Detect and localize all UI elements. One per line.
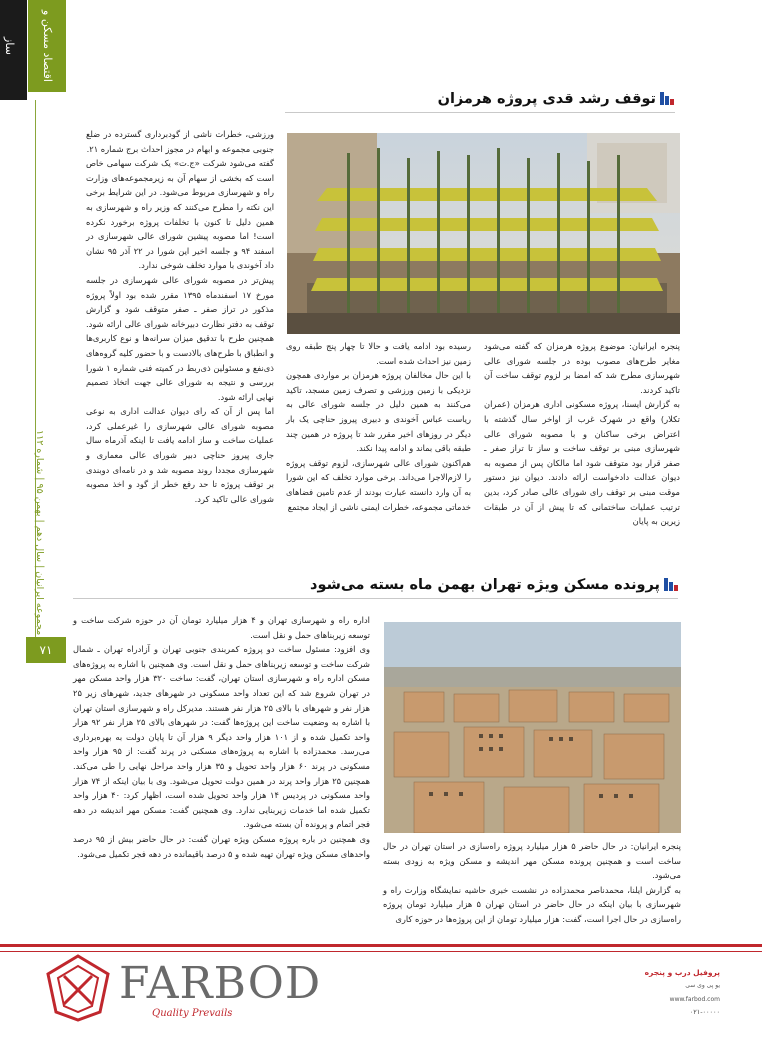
paragraph: با این حال مخالفان پروژه هرمزان بر مواردی همچون نزدیکی با زمین ورزشی و تصرف زمین مسجد، تاکید می‌کنند به همین دلیل در جلسه شورای عالی به ریاست عباس آخوندی و دبیری پیروز حناچی یک بار دیگر در روزهای اخیر مقرر شد تا پروژه در همین چند طبقه باقی بماند و ادامه پیدا نکند. <box>286 370 471 454</box>
article1-title: توقف رشد قدی پروژه هرمزان <box>437 91 656 107</box>
heading-bars-icon <box>664 578 678 591</box>
footer-rule <box>0 944 762 947</box>
ad-headline: پروفیل درب و پنجره <box>644 968 720 977</box>
issue-info <box>28 430 50 636</box>
article2-rule <box>73 598 678 599</box>
paragraph: وی افزود: مسئول ساخت دو پروژه کمربندی جنوبی تهران و آزادراه تهران ـ شمال شرکت ساخت و توسعه زیربناهای حمل و نقل است. وی همچنین با اشاره به پروژه‌های مسکن اداره راه و شهرسازی استان تهران، گفت: ساخت ۳۲۰ هزار واحد مسکن مهر در تهران شروع شد که این تعداد واحد مسکونی در شهرهای جدید، شهرهای زیر ۲۵ هزار نفر و شهرهای با بالای ۲۵ هزار نفر هستند. مدیرکل راه و شهرسازی استان تهران با اشاره به وضعیت ساخت این پروژه‌ها گفت: در شهرهای بالای ۲۵ هزار نفر ۹۲ هزار واحد تکمیل شده و از ۱۰۱ هزار واحد دیگر ۹ هزار آن تا پایان دولت به بهره‌برداری می‌رسد. محمدزاده با اشاره به پروژه‌های مسکنی در پرند گفت: از ۹۵ هزار واحد مسکونی در پرند ۶۰ هزار واحد تحویل و ۳۵ هزار واحد مراحل نهایی را طی می‌کند. همچنین ۲۵ هزار واحد پرند در همین دولت تحویل می‌شود. وی با بیان اینکه از ۷۴ هزار واحد مسکونی در پردیس ۱۴ هزار واحد تحویل شده است، اظهار کرد: ۴۰ هزار واحد تکمیل شده اما خدمات زیربنایی ندارد. وی همچنین گفت: مسکن مهر اندیشه در دهه فجر اتمام و پرونده آن بسته می‌شود. <box>73 644 371 830</box>
ad-subline: یو پی وی سی <box>685 982 720 989</box>
paragraph: رسیده بود ادامه یافت و حالا تا چهار پنج طبقه روی زمین نیز احداث شده است. <box>286 341 471 366</box>
ad-website: www.farbod.com <box>669 996 720 1003</box>
page-number: ۷۱ <box>26 637 66 663</box>
article1-col-mid <box>286 339 471 514</box>
paragraph: پنجره ایرانیان: موضوع پروژه هرمزان که گفته می‌شود مغایر طرح‌های مصوب بوده در جلسه شورای عالی شهرسازی مطرح شد که امضا بر لزوم توقف ساخت آن تاکید کردند. <box>484 341 680 395</box>
article1-col-right <box>484 339 680 529</box>
ad-phone: ۰۲۱-۰۰۰۰۰ <box>689 1008 720 1016</box>
brand-tagline: Quality Prevails <box>152 1008 233 1019</box>
housing-photo <box>384 622 681 833</box>
farbod-logo-icon <box>44 952 112 1022</box>
caption-lead: پنجره ایرانیان: در حال حاضر ۵ هزار میلیارد پروژه راه‌سازی در استان تهران در حال ساخت است و همچنین پرونده مسکن مهر اندیشه و مسکن ویژه به زودی بسته می‌شود. <box>383 841 681 881</box>
paragraph: اداره راه و شهرسازی تهران و ۴ هزار میلیارد تومان آن در حوزه شرکت ساخت و توسعه زیربناهای حمل و نقل است. <box>73 615 370 640</box>
paragraph: گفته می‌شود شرکت «ج.ت» یک شرکت سهامی خاص است که بخشی از سهام آن به زیرمجموعه‌های وزارت راه و شهرسازی مربوط می‌شود. در این شرایط برخی این نکته را مطرح می‌کنند که وزیر راه و شهرسازی به همین دلیل تا کنون با تخلفات پروژه برخورد نکرده است! اما مصوبه پیشین شورای عالی شهرسازی در اسفند ۹۴ و جلسه اخیر این شورا در ۲۲ آذر ۹۵ نشان داد آخوندی با موارد تخلف شوخی ندارد. <box>86 158 275 271</box>
article2-title: پرونده مسکن ویژه تهران بهمن ماه بسته می‌شود <box>310 577 660 593</box>
heading-bars-icon <box>660 92 674 105</box>
article1-rule <box>285 112 675 113</box>
paragraph: ورزشی، خطرات ناشی از گودبرداری گسترده در ضلع جنوبی مجموعه و ابهام در مجوز احداث برج شماره ۲۱. <box>86 129 274 154</box>
paragraph: هم‌اکنون شورای عالی شهرسازی، لزوم توقف پروژه را لازم‌الاجرا می‌داند. برخی موارد تخلف که این شورا به آن وارد دانسته عبارت بودند از عدم تامین فضاهای خدماتی مجموعه، خطرات ایمنی ناشی از ایجاد مجتمع <box>286 457 471 512</box>
footer-rule-thin <box>0 951 762 952</box>
magazine-name: اقتصاد مسکن و ساز <box>3 10 54 82</box>
paragraph: به گزارش ایسنا، پروژه مسکونی اداری هرمزان (عمران تکلار) واقع در شهرک غرب از اواخر سال گذشته با اعتراض برخی ساکنان و با مصوبه شورای عالی شهرسازی مبنی بر توقف ساخت و ساز تا تراز صفر ـ صفر قرار بود متوقف شود اما مالکان پس از مصوبه به دیوان عدالت دادخواست ارائه دادند. دیوان نیز دستور موقت مبنی بر توقف رای شورای عالی صادر کرد، بدین ترتیب عملیات ساختمانی که تا پیش از آن در طبقات زیرین به پایان <box>484 399 680 527</box>
paragraph: به گزارش ایلنا، محمدناصر محمدزاده در نشست خبری حاشیه نمایشگاه وزارت راه و شهرسازی با بیان اینکه در حال حاضر در استان تهران ۵ هزار میلیارد تومان پروژه راه‌سازی در حال اجرا است، گفت: هزار میلیارد تومان از این پروژه‌ها در حوزه کاری <box>383 884 681 924</box>
paragraph: پیش‌تر در مصوبه شورای عالی شهرسازی در جلسه مورخ ۱۷ اسفندماه ۱۳۹۵ مقرر شده بود اولاً پروژه مذکور در تراز صفر ـ صفر متوقف شود و گزارش توقف به دفتر نظارت دبیرخانه شورای عالی ارائه شود. همچنین طرح با تدقیق میزان سرانه‌ها و نوع کاربری‌ها و انطباق با طرح‌های بالادست و با حضور کلیه گروه‌های ذی‌نفع و مسئولین ذی‌ربط در کمیته فنی شماره ۱ شورا بررسی و نتیجه به شورای عالی جهت اتخاذ تصمیم نهایی ارائه شود. <box>86 274 274 402</box>
brand-name: FARBOD <box>119 958 322 1009</box>
paragraph: وی همچنین در باره پروژه مسکن ویژه تهران گفت: در حال حاضر بیش از ۹۵ درصد واحدهای مسکن ویژه تهران تهیه شده و ۵ درصد باقیمانده در دهه فجر تکمیل می‌شود. <box>73 833 370 859</box>
section-tab <box>3 0 66 92</box>
article2-col-left <box>73 613 370 861</box>
article1-col-left <box>86 127 274 506</box>
paragraph: اما پس از آن که رای دیوان عدالت اداری به نوعی مصوبه شورای عالی شهرسازی را غیرعملی کرد، عملیات ساخت و ساز ادامه یافت تا اینکه آذرماه سال جاری پیروز حناچی دبیر شورای عالی معماری و شهرسازی مجددا روند مصوبه شد و در نامه‌ای دوبندی بر توقف پروژه تا حد رفع خطر از گود و اخذ مصوبه شورای عالی تاکید کرد. <box>86 406 274 504</box>
article2-caption <box>383 839 681 927</box>
issue-line: مجموعه ایرانیان | سال دهم | بهمن ۹۵ | شماره ۱۱۲ <box>34 430 45 636</box>
construction-photo <box>287 133 680 334</box>
